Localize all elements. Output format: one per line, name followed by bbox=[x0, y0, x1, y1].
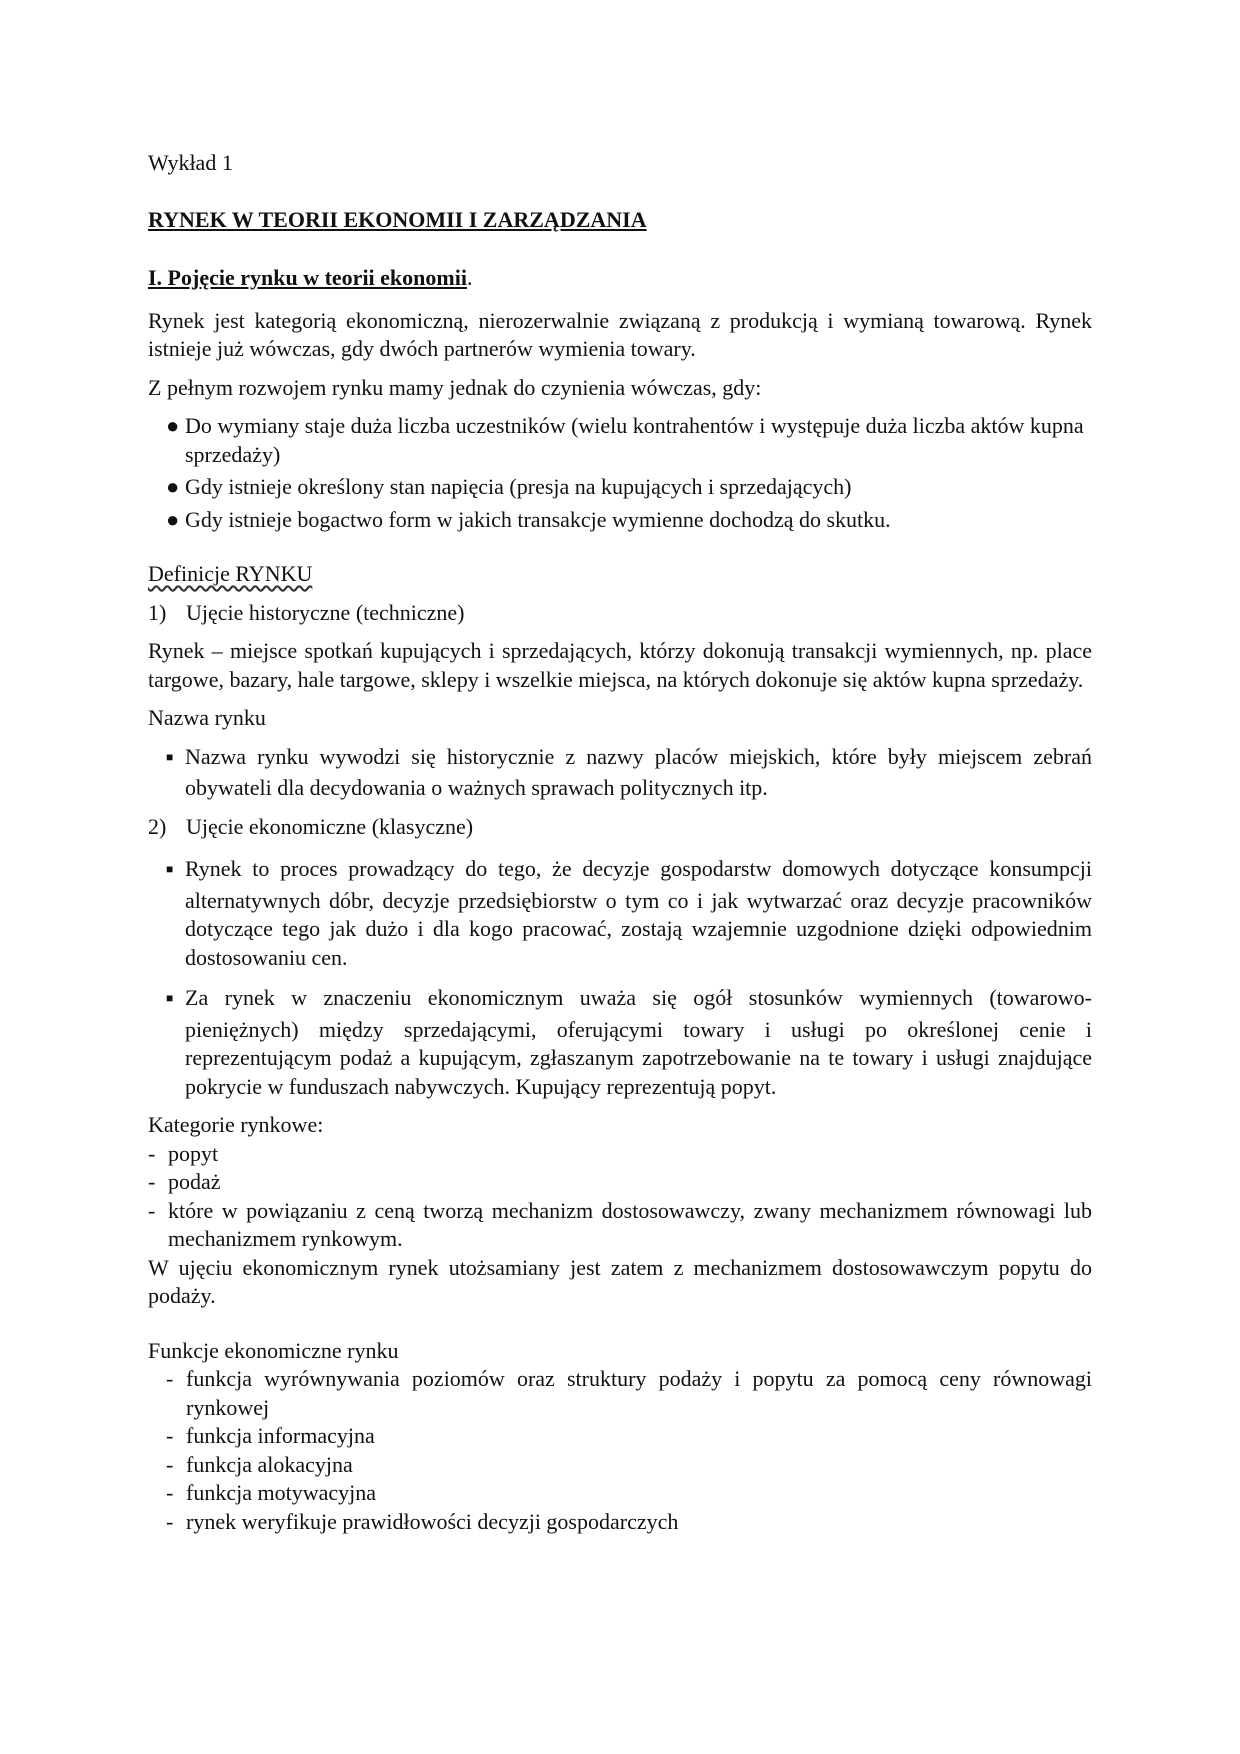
list-item-text: funkcja alokacyjna bbox=[186, 1451, 353, 1477]
subheading: Kategorie rynkowe: bbox=[148, 1112, 324, 1137]
list-item bbox=[148, 855, 1092, 972]
dash-marker: - bbox=[166, 1508, 174, 1534]
dash-marker: - bbox=[148, 1169, 156, 1194]
heading-dot: . bbox=[466, 265, 473, 290]
list-item bbox=[148, 412, 1092, 469]
list-item bbox=[148, 984, 1092, 1101]
list-item bbox=[148, 1140, 1092, 1169]
list-item-text: Za rynek w znaczeniu ekonomicznym uważa się ogół stosunków wymiennych (towarowo-pieniężnych) między sprzedającymi, oferującymi towary i usługi po określonej cenie i reprezentującym podaż a kupującym, zgłaszanym zapotrzebowanie na te towary i usługi znajdujące pokrycie w funduszach nabywczych. Kupujący reprezentują popyt. bbox=[185, 985, 1092, 1099]
list-item bbox=[148, 1168, 1092, 1197]
list-item-text: Nazwa rynku wywodzi się historycznie z nazwy placów miejskich, które były miejscem zebrań obywateli dla decydowania o ważnych sprawach politycznych itp. bbox=[185, 743, 1092, 800]
square-bullet-icon: ■ bbox=[166, 991, 174, 1005]
square-bullet-list bbox=[148, 743, 1092, 803]
dash-marker: - bbox=[148, 1197, 156, 1223]
list-item-text: Gdy istnieje określony stan napięcia (presja na kupujących i sprzedających) bbox=[185, 474, 852, 499]
bullet-icon: ● bbox=[166, 474, 180, 499]
bullet-list bbox=[148, 412, 1092, 534]
dash-marker: - bbox=[148, 1140, 156, 1166]
subheading: Nazwa rynku bbox=[148, 705, 266, 730]
lecture-label: Wykład 1 bbox=[148, 150, 233, 175]
list-item-text: funkcja motywacyjna bbox=[186, 1480, 376, 1505]
bullet-icon: ● bbox=[166, 506, 180, 532]
list-item-text: Rynek to proces prowadzący do tego, że decyzje gospodarstw domowych dotyczące konsumpcji alternatywnych dóbr, decyzje przedsiębiorstw o tym co i jak wytwarzać oraz decyzje pracowników dotyczące tego jak dużo i dla kogo pracować, zostają wzajemnie uzgodnione dzięki odpowiednim dostosowaniu cen. bbox=[185, 856, 1092, 970]
square-bullet-icon: ■ bbox=[166, 862, 174, 876]
definitions-heading-text: Definicje RYNKU bbox=[148, 561, 313, 586]
paragraph: Rynek jest kategorią ekonomiczną, nierozerwalnie związaną z produkcją i wymianą towarową. Rynek istnieje już wówczas, gdy dwóch partnerów wymienia towary. bbox=[148, 307, 1092, 361]
list-item bbox=[148, 743, 1092, 803]
list-item bbox=[148, 1197, 1092, 1254]
square-bullet-icon: ■ bbox=[166, 749, 174, 764]
numbered-item bbox=[148, 599, 1092, 628]
subheading: Funkcje ekonomiczne rynku bbox=[148, 1337, 399, 1363]
paragraph: Rynek – miejsce spotkań kupujących i sprzedających, którzy dokonują transakcji wymiennych, np. place targowe, bazary, hale targowe, sklepy i wszelkie miejsca, na których dokonuje się aktów kupna sprzedaży. bbox=[148, 638, 1092, 692]
item-number: 1) bbox=[148, 599, 167, 625]
paragraph: W ujęciu ekonomicznym rynek utożsamiany jest zatem z mechanizmem dostosowawczym popytu do podaży. bbox=[148, 1254, 1092, 1308]
paragraph: Z pełnym rozwojem rynku mamy jednak do czynienia wówczas, gdy: bbox=[148, 374, 762, 400]
dash-marker: - bbox=[166, 1423, 174, 1448]
list-item-text: Gdy istnieje bogactwo form w jakich transakcje wymienne dochodzą do skutku. bbox=[185, 506, 891, 532]
dash-marker: - bbox=[166, 1451, 174, 1477]
section-heading-text: I. Pojęcie rynku w teorii ekonomii bbox=[148, 265, 467, 290]
document-title: RYNEK W TEORII EKONOMII I ZARZĄDZANIA bbox=[148, 207, 647, 232]
dash-marker: - bbox=[166, 1366, 174, 1391]
item-number: 2) bbox=[148, 813, 167, 839]
list-item bbox=[148, 1451, 1092, 1480]
list-item-text: podaż bbox=[168, 1169, 221, 1194]
dash-list bbox=[148, 1140, 1092, 1254]
list-item bbox=[148, 1365, 1092, 1422]
bullet-icon: ● bbox=[166, 413, 180, 438]
item-title: Ujęcie ekonomiczne (klasyczne) bbox=[186, 813, 474, 839]
list-item bbox=[148, 1479, 1092, 1508]
list-item-text: rynek weryfikuje prawidłowości decyzji gospodarczych bbox=[186, 1508, 679, 1534]
definitions-heading bbox=[148, 560, 1092, 589]
list-item-text: popyt bbox=[168, 1140, 219, 1166]
document-body bbox=[148, 264, 1092, 1536]
list-item bbox=[148, 473, 1092, 502]
list-item bbox=[148, 1422, 1092, 1451]
list-item bbox=[148, 506, 1092, 535]
dash-marker: - bbox=[166, 1480, 174, 1505]
item-title: Ujęcie historyczne (techniczne) bbox=[186, 599, 465, 625]
list-item-text: które w powiązaniu z ceną tworzą mechanizm dostosowawczy, zwany mechanizmem równowagi lub mechanizmem rynkowym. bbox=[168, 1197, 1092, 1251]
section-heading bbox=[148, 264, 1092, 293]
list-item-text: funkcja wyrównywania poziomów oraz struktury podaży i popytu za pomocą ceny równowagi rynkowej bbox=[186, 1366, 1092, 1420]
dash-list bbox=[148, 1365, 1092, 1536]
list-item-text: funkcja informacyjna bbox=[186, 1423, 375, 1448]
numbered-item bbox=[148, 813, 1092, 842]
list-item bbox=[148, 1508, 1092, 1537]
square-bullet-list bbox=[148, 855, 1092, 1101]
list-item-text: Do wymiany staje duża liczba uczestników (wielu kontrahentów i występuje duża liczba aktów kupna sprzedaży) bbox=[185, 413, 1084, 467]
